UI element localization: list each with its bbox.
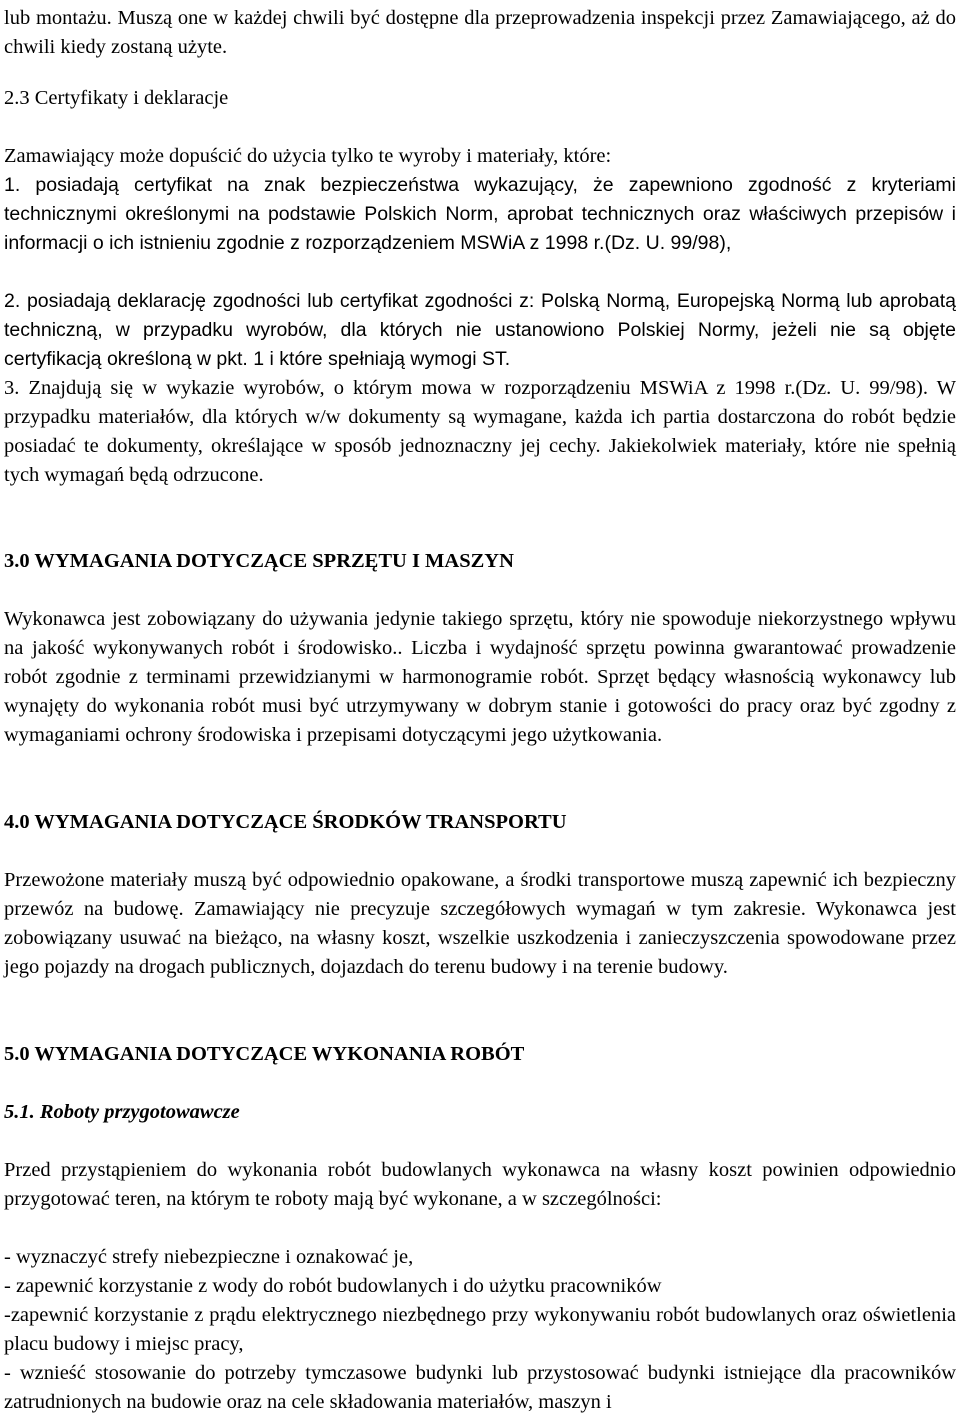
section-3-body: Wykonawca jest zobowiązany do używania jedynie takiego sprzętu, który nie spowoduje niekorzystnego wpływu na jakość wykonywanych robót i środowisko.. Liczba i wydajność sprzętu powinna gwarantować prowadzenie robót zgodnie z terminami przewidzianymi w harmonogramie robót. Sprzęt będący własnością wykonawcy lub wynajęty do wykonania robót musi być utrzymywany w dobrym stanie i gotowości do pracy oraz być zgodny z wymaganiami ochrony środowiska i przepisami dotyczącymi jego użytkowania. [4, 608, 956, 746]
section-4-heading: 4.0 WYMAGANIA DOTYCZĄCE ŚRODKÓW TRANSPORTU [4, 811, 567, 833]
section-2-3-lead: Zamawiający może dopuścić do użycia tylko te wyroby i materiały, które: [4, 145, 612, 167]
preparation-list-item: - wyznaczyć strefy niebezpieczne i oznakować je, [4, 1246, 414, 1268]
section-2-3-heading: 2.3 Certyfikaty i deklaracje [4, 87, 229, 109]
preparation-list-item: - zapewnić korzystanie z wody do robót budowlanych i do użytku pracowników [4, 1275, 662, 1297]
preparation-list-item: - wznieść stosowanie do potrzeby tymczasowe budynki lub przystosować budynki istniejące dla pracowników zatrudnionych na budowie oraz na cele składowania materiałów, maszyn i [4, 1362, 956, 1413]
section-3-heading: 3.0 WYMAGANIA DOTYCZĄCE SPRZĘTU I MASZYN [4, 550, 514, 572]
intro-paragraph: lub montażu. Muszą one w każdej chwili być dostępne dla przeprowadzenia inspekcji przez Zamawiającego, aż do chwili kiedy zostaną użyte. [4, 7, 956, 58]
certificate-item-1: 1. posiadają certyfikat na znak bezpieczeństwa wykazujący, że zapewniono zgodność z kryteriami technicznymi określonymi na podstawie Polskich Norm, aprobat technicznych oraz właściwych przepisów i informacji o ich istnieniu zgodnie z rozporządzeniem MSWiA z 1998 r.(Dz. U. 99/98), [4, 174, 956, 254]
certificate-item-3: 3. Znajdują się w wykazie wyrobów, o którym mowa w rozporządzeniu MSWiA z 1998 r.(Dz. U. 99/98). W przypadku materiałów, dla których w/w dokumenty są wymagane, każda ich partia dostarczona do robót będzie posiadać te dokumenty, określające w sposób jednoznaczny jej cechy. Jakiekolwiek materiały, które nie spełnią tych wymagań będą odrzucone. [4, 377, 956, 486]
preparation-list-item: -zapewnić korzystanie z prądu elektrycznego niezbędnego przy wykonywaniu robót budowlanych oraz oświetlenia placu budowy i miejsc pracy, [4, 1304, 956, 1355]
section-4-body: Przewożone materiały muszą być odpowiednio opakowane, a środki transportowe muszą zapewnić ich bezpieczny przewóz na budowę. Zamawiający nie precyzuje szczegółowych wymagań w tym zakresie. Wykonawca jest zobowiązany usuwać na bieżąco, na własny koszt, wszelkie uszkodzenia i zanieczyszczenia spowodowane przez jego pojazdy na drogach publicznych, dojazdach do terenu budowy i na terenie budowy. [4, 869, 956, 978]
certificate-item-2: 2. posiadają deklarację zgodności lub certyfikat zgodności z: Polską Normą, Europejską Normą lub aprobatą techniczną, w przypadku wyrobów, dla których nie ustanowiono Polskiej Normy, jeżeli nie są objęte certyfikacją określoną w pkt. 1 i które spełniają wymogi ST. [4, 290, 956, 370]
section-5-1-lead: Przed przystąpieniem do wykonania robót budowlanych wykonawca na własny koszt powinien odpowiednio przygotować teren, na którym te roboty mają być wykonane, a w szczególności: [4, 1159, 956, 1210]
section-5-heading: 5.0 WYMAGANIA DOTYCZĄCE WYKONANIA ROBÓT [4, 1043, 525, 1065]
section-5-1-subheading: 5.1. Roboty przygotowawcze [4, 1101, 240, 1123]
